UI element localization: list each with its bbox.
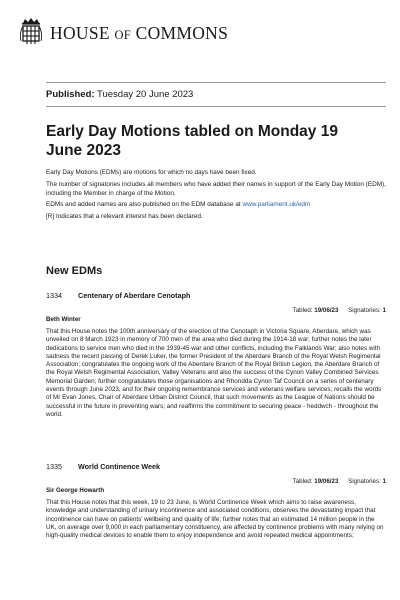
page-title: Early Day Motions tabled on Monday 19 June 2023 — [46, 123, 338, 159]
edm-item — [46, 291, 386, 419]
org-name-of: OF — [114, 28, 131, 42]
edm-title: Centenary of Aberdare Cenotaph — [78, 291, 191, 300]
edm-meta — [46, 478, 386, 487]
section-heading-new-edms: New EDMs — [46, 265, 103, 277]
edm-meta — [46, 307, 386, 316]
portcullis-icon — [18, 17, 44, 47]
published-label: Published: — [46, 89, 95, 100]
intro-paragraph-4: [R] Indicates that a relevant interest has been declared. — [46, 212, 203, 220]
edm-item — [46, 462, 386, 540]
signatories-label: Signatories: — [348, 478, 381, 485]
tabled-label: Tabled: — [292, 478, 313, 485]
signatories-count: 1 — [382, 307, 386, 314]
edm-number: 1334 — [46, 291, 62, 300]
edm-number: 1335 — [46, 462, 62, 471]
edm-title: World Continence Week — [78, 462, 161, 471]
tabled-date: 19/06/23 — [314, 307, 339, 314]
intro-paragraph-3 — [46, 200, 386, 209]
intro-notes — [46, 168, 386, 223]
tabled-date: 19/06/23 — [314, 478, 339, 485]
organisation-name — [50, 23, 228, 44]
edm-motion-text: That this House notes that this week, 19 to 23 June, is World Continence Week which aims to raise awareness, knowledge and understanding of urinary incontinence and associated conditions, observes the devastating impact that incontinence can have on patients' wellbeing and quality of life; further notes that an estimated 14 million people in the UK, on average over 9,000 in each parliamentary constituency, are affected by continence problems with many relying on high-quality medical devices to enable them to enjoy independence and avoid repeated medical appointments; — [46, 499, 384, 540]
org-name-commons: COMMONS — [135, 23, 229, 43]
signatories-count: 1 — [382, 478, 386, 485]
tabled-label: Tabled: — [292, 307, 313, 314]
edm-sponsor: Sir George Howarth — [46, 487, 105, 494]
divider-top — [46, 82, 386, 83]
edm-sponsor: Beth Winter — [46, 316, 81, 323]
edm-database-link[interactable]: www.parliament.uk/edm — [242, 201, 311, 208]
signatories-label: Signatories: — [348, 307, 381, 314]
intro-paragraph-2: The number of signatories includes all members who have added their names in support of the Early Day Motion (EDM), including the Member in charge of the Motion. — [46, 180, 386, 197]
edm-heading — [46, 462, 386, 472]
edm-heading — [46, 291, 386, 301]
published-line — [46, 89, 193, 100]
edm-motion-text: That this House notes the 100th anniversary of the erection of the Cenotaph in Victoria Square, Aberdare, which was unveiled on 8 March 1923 in memory of 700 men of the area who died during the 1914-18 war; further notes the later dedications to service men who died in the 1939-45 war and other conflicts, including the Falklands War; also notes with sadness the recent passing of Derek Luker, the former President of the Aberdare Branch of the Royal Welsh Regimental Association; congratulates the ongoing work of the Aberdare Branch of the Royal British Legion, the Aberdare Branch of the Royal Welsh Regimental Association, Valley Veterans and also the success of the Cynon Valley Combined Services Memorial Garden; further congratulates those organisations and Rhondda Cynon Taf Council on a series of centenary events through June 2023, and for their ongoing remembrance services and veterans welfare services; recalls the words of Mr Evan Jones, Chair of Aberdare Urban District Council, that such movements as the League of Nations should be successful in the future in preventing wars; and reaffirms the commitment to securing peace - heddwch - throughout the world. — [46, 328, 382, 418]
org-name-house: HOUSE — [50, 23, 110, 43]
intro-paragraph-1: Early Day Motions (EDMs) are motions for which no days have been fixed. — [46, 169, 257, 176]
intro-paragraph-3-text: EDMs and added names are also published on the EDM database at — [46, 201, 241, 208]
published-date: Tuesday 20 June 2023 — [97, 89, 194, 100]
divider-published — [46, 106, 386, 107]
masthead — [18, 17, 390, 57]
